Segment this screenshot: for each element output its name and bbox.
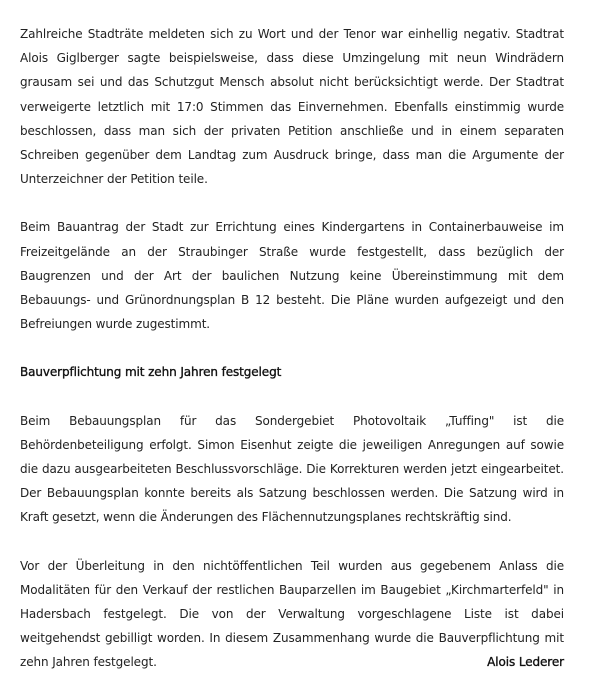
article-paragraph-3: Beim Bebauungsplan für das Sondergebiet Photovoltaik „Tuffing" ist die Behördenbeteiligung erfolgt. Simon Eisenhut zeigte die jeweiligen Anregungen auf sowie die dazu ausgearbeiteten Beschlussvorschläge. Die Korrekturen werden jetzt eingearbeitet. Der Bebauungsplan konnte bereits als Satzung beschlossen werden. Die Satzung wird in Kraft gesetzt, wenn die Änderungen des Flächennutzungsplanes rechtskräftig sind. [20, 413, 564, 525]
author-byline: Alois Lederer [487, 655, 564, 670]
article-paragraph-4-text: Vor der Überleitung in den nichtöffentlichen Teil wurden aus gegebenem Anlass die Modalitäten für den Verkauf der restlichen Bauparzellen im Baugebiet „Kirchmarterfeld" in Hadersbach festgelegt. Die von der Verwaltung vorgeschlagene Liste ist dabei weitgehendst gebilligt worden. In diesem Zusammenhang wurde die Bauverpflichtung mit zehn Jahren festgelegt. [20, 558, 564, 670]
article-paragraph-1: Zahlreiche Stadträte meldeten sich zu Wort und der Tenor war einhellig negativ. Stadtrat Alois Giglberger sagte beispielsweise, dass diese Umzingelung mit neun Windrädern grausam sei und das Schutzgut Mensch absolut nicht berücksichtigt werde. Der Stadtrat verweigerte letztlich mit 17:0 Stimmen das Einvernehmen. Ebenfalls einstimmig wurde beschlossen, dass man sich der privaten Petition anschließe und in einem separaten Schreiben gegenüber dem Landtag zum Ausdruck bringe, dass man die Argumente der Unterzeichner der Petition teile. [20, 27, 564, 187]
article-paragraph-4 [20, 554, 564, 675]
paragraph-gap [20, 191, 564, 215]
paragraph-gap [20, 530, 564, 554]
paragraph-gap [20, 385, 564, 409]
paragraph-gap [20, 336, 564, 360]
article-subheading: Bauverpflichtung mit zehn Jahren festgelegt [20, 365, 282, 380]
article-paragraph-2: Beim Bauantrag der Stadt zur Errichtung eines Kindergartens in Containerbauweise im Freizeitgelände an der Straubinger Straße wurde festgestellt, dass bezüglich der Baugrenzen und der Art der baulichen Nutzung keine Übereinstimmung mit dem Bebauungs- und Grünordnungsplan B 12 besteht. Die Pläne wurden aufgezeigt und den Befreiungen wurde zugestimmt. [20, 220, 564, 332]
